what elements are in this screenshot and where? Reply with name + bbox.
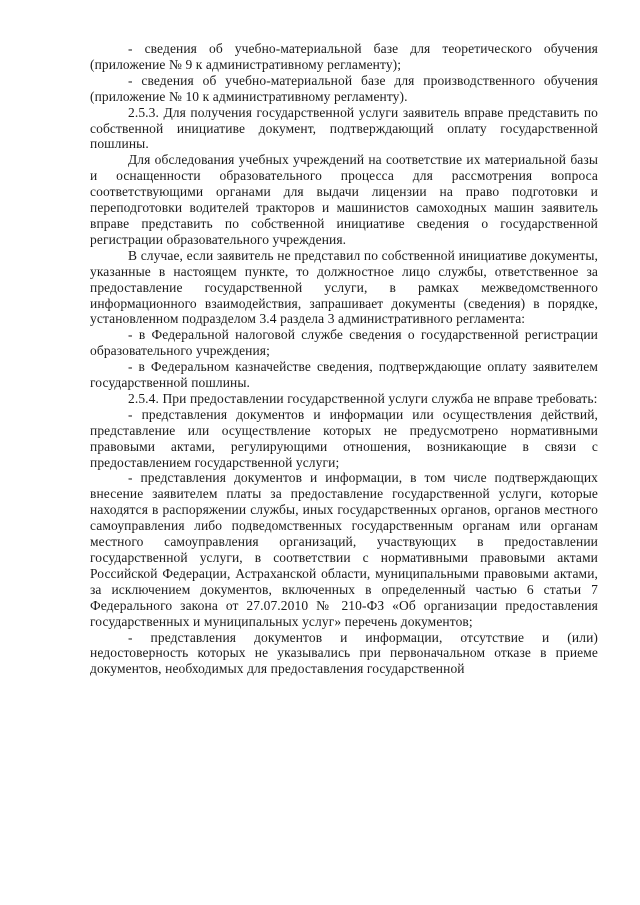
paragraph-list-item: - сведения об учебно-материальной базе для производственного обучения (приложение № 10 к административному регламенту). [90, 72, 598, 104]
paragraph-list-item: - представления документов и информации, отсутствие и (или) недостоверность которых не указывались при первоначальном отказе в приеме документов, необходимых для предоставления государственной [90, 629, 598, 677]
paragraph-text: Для обследования учебных учреждений на соответствие их материальной базы и оснащенности образовательного процесса для рассмотрения вопроса соответствующими органами для выдачи лицензии на право подготовки и переподготовки водителей тракторов и машинистов самоходных машин заявитель вправе представить по собственной инициативе сведения о государственной регистрации образовательного учреждения. [90, 152, 598, 247]
document-body [90, 41, 598, 677]
paragraph-list-item: - представления документов и информации или осуществления действий, представление или осуществление которых не предусмотрено нормативными правовыми актами, регулирующими отношения, возникающие в связи с предоставлением государственной услуги; [90, 406, 598, 470]
paragraph-list-item: - в Федеральной налоговой службе сведения о государственной регистрации образовательного учреждения; [90, 327, 598, 359]
paragraph-section: 2.5.3. Для получения государственной услуги заявитель вправе представить по собственной инициативе документ, подтверждающий оплату государственной пошлины. [90, 104, 598, 152]
paragraph-list-item: - представления документов и информации, в том числе подтверждающих внесение заявителем платы за предоставление государственной услуги, которые находятся в распоряжении службы, иных государственных органов, органов местного самоуправления либо подведомственных государственным органам или органам местного самоуправления организаций, участвующих в предоставлении государственной услуги, в соответствии с нормативными правовыми актами Российской Федерации, Астраханской области, муниципальными правовыми актами, за исключением документов, включенных в определенный частью 6 статьи 7 Федерального закона от 27.07.2010 № 210-ФЗ «Об организации предоставления государственных и муниципальных услуг» перечень документов; [90, 470, 598, 629]
paragraph-section: 2.5.4. При предоставлении государственной услуги служба не вправе требовать: [128, 390, 598, 406]
paragraph-text: В случае, если заявитель не представил по собственной инициативе документы, указанные в настоящем пункте, то должностное лицо службы, ответственное за предоставление государственной услуги, в рамках межведомственного информационного взаимодействия, запрашивает документы (сведения) в порядке, установленном подразделом 3.4 раздела 3 административного регламента: [90, 247, 598, 327]
paragraph-list-item: - в Федеральном казначействе сведения, подтверждающие оплату заявителем государственной пошлины. [90, 359, 598, 391]
paragraph-list-item: - сведения об учебно-материальной базе для теоретического обучения (приложение № 9 к административному регламенту); [90, 41, 598, 72]
